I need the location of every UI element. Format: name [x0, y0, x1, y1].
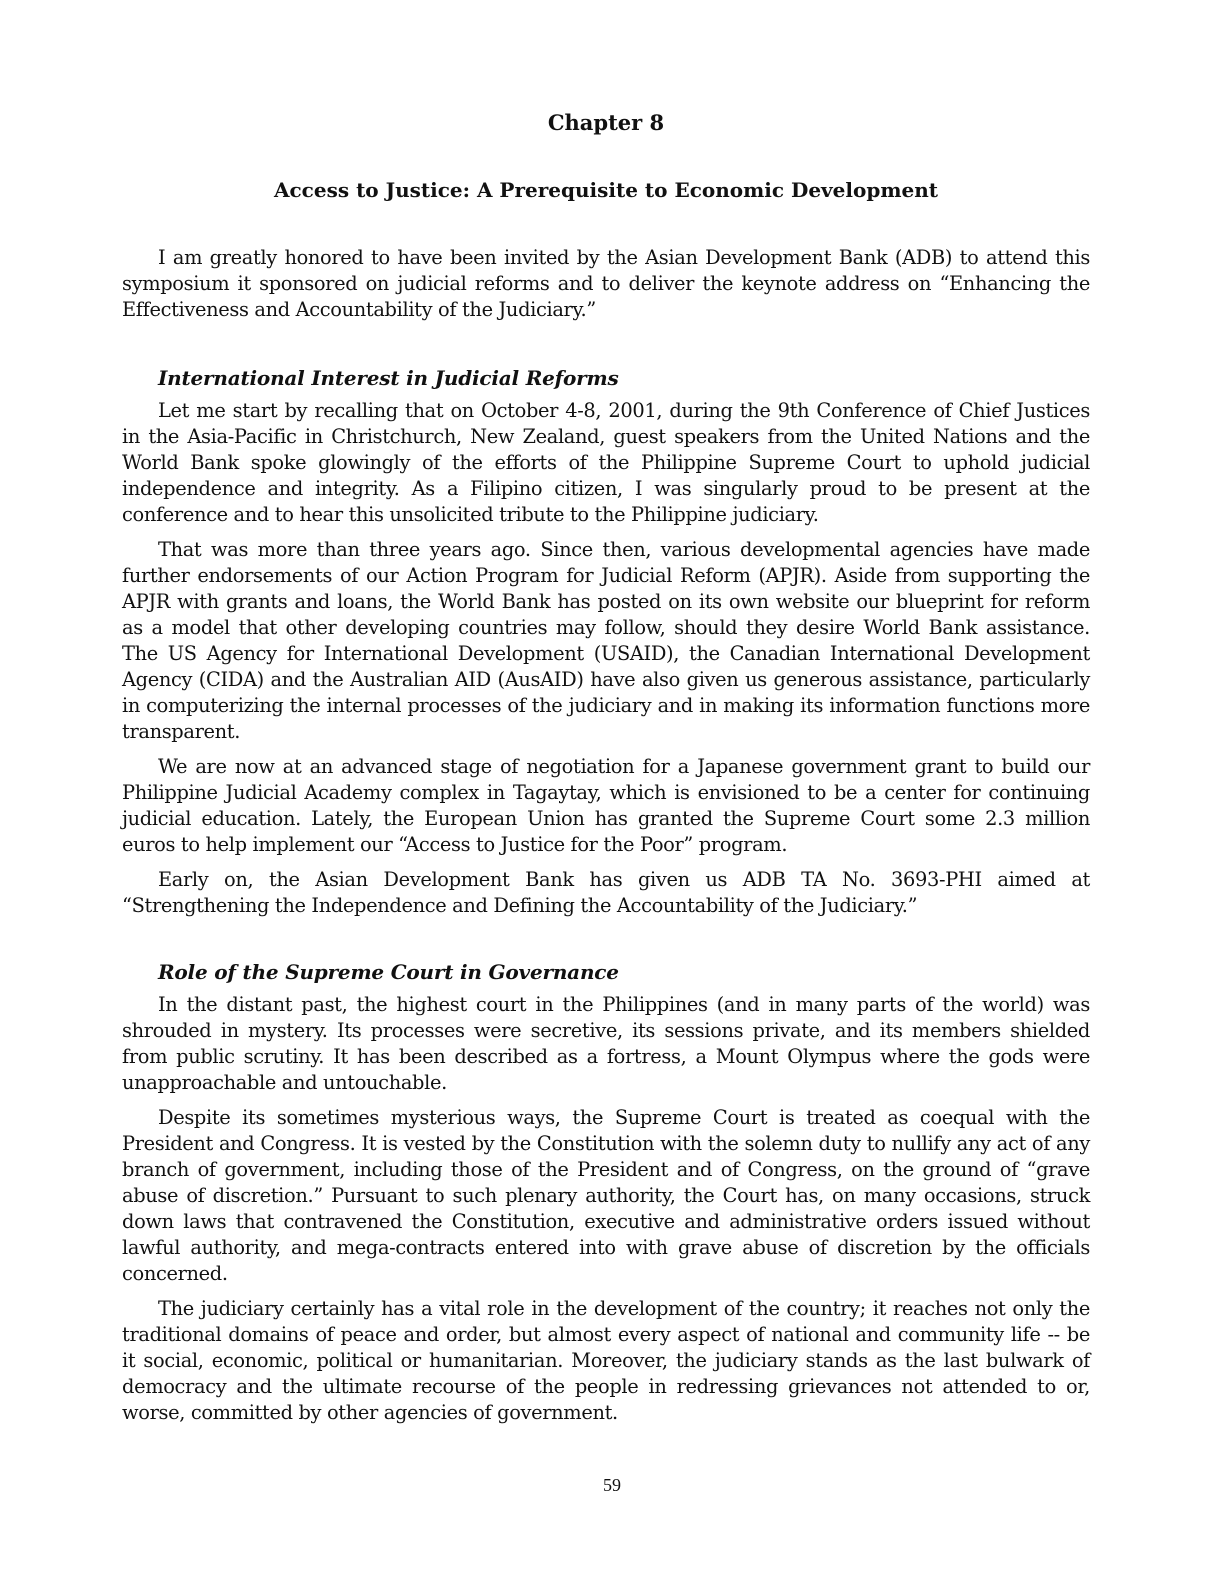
intro-paragraph: I am greatly honored to have been invited by the Asian Development Bank (ADB) to attend this symposium it sponsored on judicial reforms and to deliver the keynote address on “Enhancing the Effectiveness and Accountability of the Judiciary.” [122, 246, 1090, 321]
intro-block [122, 245, 1090, 332]
body-paragraph: Despite its sometimes mysterious ways, the Supreme Court is treated as coequal with the President and Congress. It is vested by the Constitution with the solemn duty to nullify any act of any branch of government, including those of the President and of Congress, on the ground of “grave abuse of discretion.” Pursuant to such plenary authority, the Court has, on many occasions, struck down laws that contravened the Constitution, executive and administrative orders issued without lawful authority, and mega-contracts entered into with grave abuse of discretion by the officials concerned. [122, 1106, 1090, 1285]
section-heading: Role of the Supreme Court in Governance [158, 960, 619, 984]
body-paragraph: The judiciary certainly has a vital role in the development of the country; it reaches not only the traditional domains of peace and order, but almost every aspect of national and community life -- be it social, economic, political or humanitarian. Moreover, the judiciary stands as the last bulwark of democracy and the ultimate recourse of the people in redressing grievances not attended to or, worse, committed by other agencies of government. [122, 1297, 1090, 1424]
chapter-label: Chapter 8 [547, 110, 665, 135]
page-number: 59 [603, 1475, 621, 1495]
body-paragraph: In the distant past, the highest court in the Philippines (and in many parts of the world) was shrouded in mystery. Its processes were secretive, its sessions private, and its members shielded from public scrutiny. It has been described as a fortress, a Mount Olympus where the gods were unapproachable and untouchable. [122, 993, 1090, 1094]
body-paragraph: Early on, the Asian Development Bank has given us ADB TA No. 3693-PHI aimed at “Strengthening the Independence and Defining the Accountability of the Judiciary.” [122, 868, 1090, 917]
body-paragraph: We are now at an advanced stage of negotiation for a Japanese government grant to build our Philippine Judicial Academy complex in Tagaytay, which is envisioned to be a center for continuing judicial education. Lately, the European Union has granted the Supreme Court some 2.3 million euros to help implement our “Access to Justice for the Poor” program. [122, 755, 1090, 856]
body-paragraph: That was more than three years ago. Since then, various developmental agencies have made further endorsements of our Action Program for Judicial Reform (APJR). Aside from supporting the APJR with grants and loans, the World Bank has posted on its own website our blueprint for reform as a model that other developing countries may follow, should they desire World Bank assistance. The US Agency for International Development (USAID), the Canadian International Development Agency (CIDA) and the Australian AID (AusAID) have also given us generous assistance, particularly in computerizing the internal processes of the judiciary and in making its information functions more transparent. [122, 538, 1090, 743]
body-paragraph: Let me start by recalling that on October 4-8, 2001, during the 9th Conference of Chief Justices in the Asia-Pacific in Christchurch, New Zealand, guest speakers from the United Nations and the World Bank spoke glowingly of the efforts of the Philippine Supreme Court to uphold judicial independence and integrity. As a Filipino citizen, I was singularly proud to be present at the conference and to hear this unsolicited tribute to the Philippine judiciary. [122, 399, 1090, 526]
chapter-title: Access to Justice: A Prerequisite to Economic Development [273, 178, 938, 202]
section-supreme-court-role [122, 958, 1090, 1435]
section-international-interest [122, 364, 1090, 928]
section-heading: International Interest in Judicial Reforms [158, 366, 619, 390]
